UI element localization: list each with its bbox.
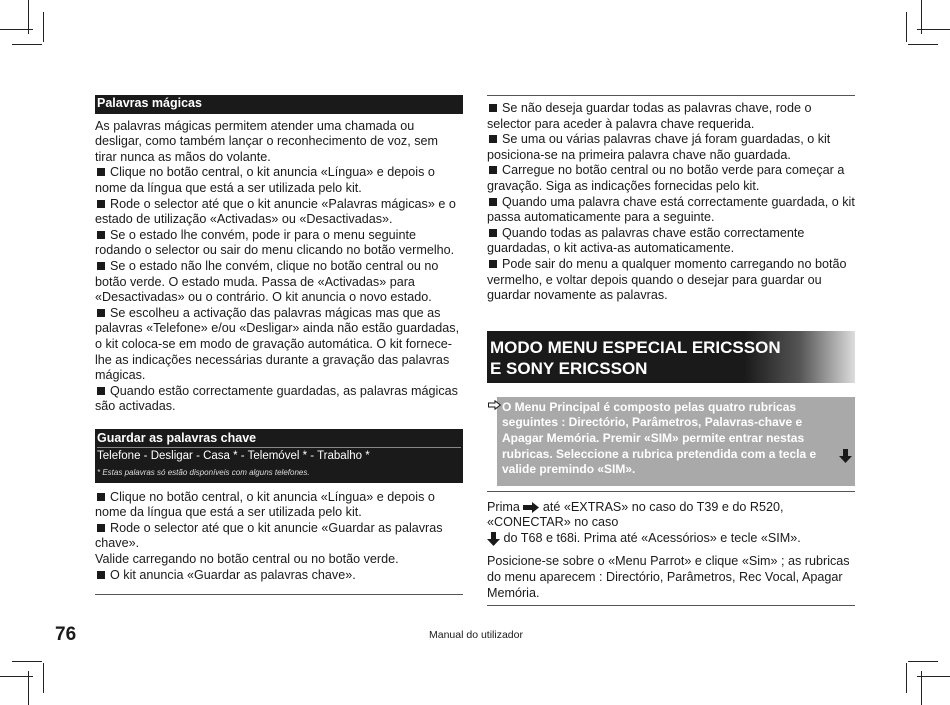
bullet-item: Rode o selector até que o kit anuncie «Guardar as palavras chave».: [95, 520, 443, 551]
posicione-paragraph: Posicione-se sobre o «Menu Parrot» e clique «Sim» ; as rubricas do menu aparecem : Directório, Parâmetros, Rec Vocal, Apagar Memória.: [487, 554, 850, 600]
square-bullet-icon: [489, 198, 497, 206]
footer-manual: Manual do utilizador: [429, 629, 523, 641]
bullet-item: Se uma ou várias palavras chave já foram guardadas, o kit posiciona-se na primeira palavra chave não guardada.: [487, 132, 831, 162]
square-bullet-icon: [97, 387, 105, 395]
mid-rule: [487, 491, 855, 492]
square-bullet-icon: [97, 168, 105, 176]
section-title-modo-menu: [487, 331, 855, 383]
square-bullet-icon: [97, 524, 105, 532]
intro-paragraph: As palavras mágicas permitem atender uma chamada ou desligar, como também lançar o reconhecimento de voz, sem tirar nunca as mãos do volante.: [95, 118, 438, 164]
bottom-rule: [487, 605, 855, 606]
crop-mark: [921, 0, 922, 34]
square-bullet-icon: [97, 309, 105, 317]
top-rule: [487, 95, 855, 96]
square-bullet-icon: [489, 260, 497, 268]
crop-mark: [43, 663, 44, 693]
info-note-box: [497, 397, 855, 486]
bullet-item: Rode o selector até que o kit anuncie «Palavras mágicas» e o estado de utilização «Activadas» ou «Desactivadas».: [95, 196, 456, 227]
note-text: O Menu Principal é composto pelas quatro rubricas seguintes : Directório, Parâmetros, Palavras-chave e Apagar Memória. Premir «SIM» permite entrar nestas rubricas. Seleccione a rubrica pretendida com a tecla e valide premindo «SIM».: [502, 399, 817, 477]
section-title-line: E SONY ERICSSON: [490, 358, 648, 378]
crop-mark: [921, 671, 922, 705]
panel-title: Guardar as palavras chave: [97, 430, 257, 445]
crop-mark: [908, 661, 938, 662]
valide-paragraph: Valide carregando no botão central ou no botão verde.: [95, 552, 399, 567]
right-arrow-icon: [523, 502, 539, 513]
bullet-item: Quando todas as palavras chave estão correctamente guardadas, o kit activa-as automaticamente.: [487, 225, 805, 256]
square-bullet-icon: [489, 135, 497, 143]
down-arrow-icon: [487, 532, 500, 546]
square-bullet-icon: [489, 104, 497, 112]
crop-mark: [28, 671, 29, 705]
square-bullet-icon: [97, 571, 105, 579]
bottom-rule: [95, 594, 463, 595]
pointing-arrow-icon: [488, 400, 501, 410]
square-bullet-icon: [97, 231, 105, 239]
square-bullet-icon: [489, 166, 497, 174]
square-bullet-icon: [97, 200, 105, 208]
bullet-item: Carregue no botão central ou no botão verde para começar a gravação. Siga as indicações fornecidas pelo kit.: [487, 163, 845, 193]
bullet-item: Clique no botão central, o kit anuncia «Língua» e depois o nome da língua que está a ser utilizada pelo kit.: [95, 165, 435, 195]
crop-mark: [12, 44, 42, 45]
bullet-item: Se escolheu a activação das palavras mágicas mas que as palavras «Telefone» e/ou «Desligar» ainda não estão guardadas, o kit coloca-se em modo de gravação automática. O kit fornece-lhe as indicações necessárias durante a gravação das palavras mágicas.: [95, 305, 460, 383]
square-bullet-icon: [97, 262, 105, 270]
bullet-item: Se não deseja guardar todas as palavras chave, rode o selector para aceder à palavra chave requerida.: [487, 101, 812, 131]
bullet-item: Se o estado lhe convém, pode ir para o menu seguinte rodando o selector ou sair do menu clicando no botão vermelho.: [95, 227, 455, 258]
page-number: 76: [55, 624, 77, 645]
crop-mark: [12, 661, 42, 662]
crop-mark: [906, 12, 907, 42]
keywords-panel: [95, 429, 463, 483]
bullet-item: Quando estão correctamente guardadas, as palavras mágicas são activadas.: [95, 383, 458, 414]
section-title-palavras-magicas: Palavras mágicas: [95, 95, 463, 114]
square-bullet-icon: [489, 229, 497, 237]
prima-paragraph-cont: do T68 e t68i. Prima até «Acessórios» e tecle «SIM».: [487, 531, 855, 547]
right-column: [487, 95, 855, 606]
crop-mark: [28, 0, 29, 34]
crop-mark: [908, 44, 938, 45]
panel-divider: [97, 447, 461, 448]
keywords-line: Telefone - Desligar - Casa * - Telemóvel * - Trabalho *: [97, 450, 370, 463]
section-title-line: MODO MENU ESPECIAL ERICSSON: [490, 337, 781, 357]
left-column: [95, 95, 463, 595]
bullet-item: Clique no botão central, o kit anuncia «Língua» e depois o nome da língua que está a ser utilizada pelo kit.: [95, 489, 435, 520]
crop-mark: [43, 12, 44, 42]
bullet-item: Pode sair do menu a qualquer momento carregando no botão vermelho, e voltar depois quando o desejar para guardar ou guardar novamente as palavras.: [487, 256, 847, 303]
bullet-item: O kit anuncia «Guardar as palavras chave».: [95, 568, 463, 584]
square-bullet-icon: [97, 493, 105, 501]
bullet-item: Quando uma palavra chave está correctamente guardada, o kit passa automaticamente para a seguinte.: [487, 194, 855, 225]
keywords-note: * Estas palavras só estão disponíveis com alguns telefones.: [97, 468, 310, 478]
down-arrow-icon: [839, 449, 852, 463]
crop-mark: [906, 663, 907, 693]
prima-paragraph: Prima até «EXTRAS» no caso do T39 e do R520, «CONECTAR» no caso: [487, 499, 784, 530]
bullet-item: Se o estado não lhe convém, clique no botão central ou no botão verde. O estado muda. Passa de «Activadas» para «Desactivadas» ou o contrário. O kit anuncia o novo estado.: [95, 258, 439, 305]
